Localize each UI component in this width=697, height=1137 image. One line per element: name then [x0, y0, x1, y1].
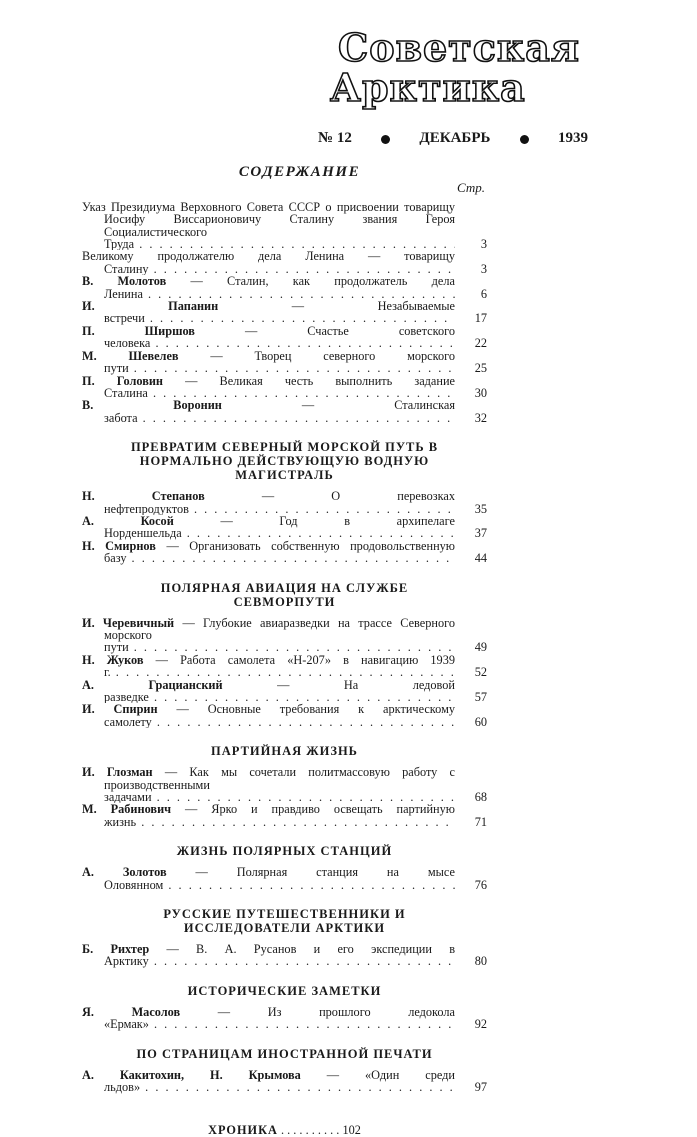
entry-author: Б. Рихтер	[82, 943, 150, 957]
toc-entry	[82, 766, 487, 803]
entry-text	[82, 399, 455, 424]
entry-title: — В. А. Русанов и его экспедиции в Арктику . . .	[104, 943, 455, 968]
entry-text	[82, 654, 455, 679]
entry-page: 57	[474, 690, 487, 704]
bullet-icon	[381, 135, 390, 144]
entry-text	[82, 1069, 455, 1094]
entry-author: А. Золотов	[82, 866, 167, 880]
issue-month: ДЕКАБРЬ	[419, 130, 491, 146]
entry-text	[82, 325, 455, 350]
entry-title: — Великая честь выполнить задание Сталина . . .	[104, 375, 455, 400]
issue-year: 1939	[557, 130, 588, 146]
entry-author: Н. Смирнов	[82, 539, 156, 553]
entry-author: В. Воронин	[82, 399, 222, 413]
entry-author: В. Молотов	[82, 275, 167, 289]
entry-text	[82, 375, 455, 400]
toc-entry	[82, 201, 487, 251]
toc-entry	[82, 1006, 487, 1031]
entry-page: 17	[474, 311, 487, 326]
toc-entry-chronicle	[82, 1124, 487, 1136]
page-column-label: Стр.	[457, 180, 485, 196]
entry-text	[82, 766, 455, 803]
toc-entry	[82, 515, 487, 540]
toc-entry	[82, 866, 487, 891]
toc-entry	[82, 325, 487, 350]
entry-text	[82, 250, 455, 275]
entry-title: — «Один среди льдов» . . .	[104, 1069, 455, 1094]
entry-title: Указ Президиума Верховного Совета СССР о присвоении товарищу Иосифу Виссарионовичу Сталину звания Героя Социалистического Труда . . .	[82, 201, 455, 251]
entry-page: 3	[480, 237, 487, 252]
toc-entry	[82, 943, 487, 968]
table-of-contents	[82, 166, 487, 1136]
masthead-line-2: Арктика	[330, 65, 526, 110]
section-heading: ИСТОРИЧЕСКИЕ ЗАМЕТКИ	[187, 983, 382, 998]
toc-entry	[82, 1069, 487, 1094]
entry-author: Н. Жуков	[82, 653, 144, 667]
entry-text	[82, 300, 455, 325]
entry-author: А. Косой	[82, 514, 174, 528]
entry-text	[82, 540, 455, 565]
entry-title: — Основные требования к арктическому самолету . . .	[104, 703, 455, 728]
entry-author: Н. Степанов	[82, 490, 205, 504]
toc-entry	[82, 399, 487, 424]
entry-text	[82, 617, 455, 654]
entry-page: 32	[474, 410, 487, 425]
entry-text	[82, 703, 455, 728]
chronicle-page: 102	[342, 1122, 361, 1137]
entry-title: Великому продолжателю дела Ленина — товарищу Сталину . . .	[82, 250, 455, 275]
masthead-line-1: Советская	[338, 25, 580, 70]
entry-title: — Как мы сочетали политмассовую работу с производственными задачами . . .	[104, 766, 455, 803]
entry-page: 6	[480, 286, 487, 301]
toc-entry	[82, 617, 487, 654]
toc-title: СОДЕРЖАНИЕ	[238, 164, 361, 180]
entry-text	[82, 679, 455, 704]
entry-page: 92	[474, 1017, 487, 1032]
entry-text	[82, 275, 455, 300]
entry-author: И. Черевичный	[82, 616, 175, 630]
entry-title: — О перевозках нефтепродуктов . . .	[104, 490, 455, 515]
entry-page: 22	[474, 336, 487, 351]
toc-entry	[82, 803, 487, 828]
entry-text	[82, 1006, 455, 1031]
issue-line	[318, 130, 588, 147]
entry-page: 52	[474, 665, 487, 680]
toc-entry	[82, 490, 487, 515]
leader-dots: . . . . . . . . . .	[280, 1122, 343, 1137]
toc-entry	[82, 350, 487, 375]
entry-page: 80	[474, 954, 487, 969]
entry-author: И. Папанин	[82, 300, 219, 314]
entry-author: Я. Масолов	[82, 1005, 181, 1019]
entry-author: М. Шевелев	[82, 349, 179, 363]
entry-page: 3	[480, 261, 487, 276]
entry-title: — Сталин, как продолжатель дела Ленина . . .	[104, 275, 455, 300]
entry-page: 44	[474, 551, 487, 566]
entry-page: 60	[474, 714, 487, 729]
entry-title: — Работа самолета «Н-207» в навигацию 1939 г. . . .	[104, 654, 455, 679]
entry-page: 49	[474, 640, 487, 655]
entry-text	[82, 943, 455, 968]
entry-title: — Полярная станция на мысе Оловянном . . .	[104, 866, 455, 891]
entry-page: 35	[474, 501, 487, 516]
toc-entry	[82, 540, 487, 565]
entry-text	[82, 350, 455, 375]
entry-author: А. Какитохин, Н. Крымова	[82, 1068, 301, 1082]
section-heading: ЖИЗНЬ ПОЛЯРНЫХ СТАНЦИЙ	[176, 844, 393, 859]
entry-text	[82, 866, 455, 891]
toc-entry	[82, 654, 487, 679]
section-heading: РУССКИЕ ПУТЕШЕСТВЕННИКИ И ИССЛЕДОВАТЕЛИ АРКТИКИ	[163, 907, 406, 936]
entry-title: — Сталинская забота . . .	[104, 399, 455, 424]
toc-entry	[82, 703, 487, 728]
entry-text	[82, 515, 455, 540]
entry-page: 37	[474, 526, 487, 541]
entry-author: А. Грацианский	[82, 678, 223, 692]
entry-title: — Год в архипелаге Норденшельда . . .	[104, 515, 455, 540]
entry-title: — Организовать собственную продовольственную базу . . .	[104, 540, 455, 565]
entry-page: 76	[474, 877, 487, 892]
entry-page: 30	[474, 385, 487, 400]
entry-page: 71	[474, 814, 487, 829]
entry-title: — Счастье советского человека . . .	[104, 325, 455, 350]
section-heading: ПРЕВРАТИМ СЕВЕРНЫЙ МОРСКОЙ ПУТЬ В НОРМАЛЬНО ДЕЙСТВУЮЩУЮ ВОДНУЮ МАГИСТРАЛЬ	[130, 440, 439, 483]
entry-text	[82, 201, 455, 251]
entry-page: 68	[474, 790, 487, 805]
chronicle-label: ХРОНИКА	[208, 1122, 278, 1137]
section-heading: ПАРТИЙНАЯ ЖИЗНЬ	[211, 744, 358, 759]
toc-entry	[82, 250, 487, 275]
toc-entry	[82, 275, 487, 300]
entry-title: — Творец северного морского пути . . .	[104, 350, 455, 375]
entry-text	[82, 803, 455, 828]
entry-title: — Глубокие авиаразведки на трассе Северного морского пути . . .	[104, 617, 455, 654]
issue-number: № 12	[318, 130, 352, 146]
entry-text	[82, 490, 455, 515]
entry-page: 25	[474, 361, 487, 376]
entry-author: П. Головин	[82, 374, 164, 388]
section-heading: ПОЛЯРНАЯ АВИАЦИЯ НА СЛУЖБЕ СЕВМОРПУТИ	[160, 580, 409, 609]
section-heading: ПО СТРАНИЦАМ ИНОСТРАННОЙ ПЕЧАТИ	[136, 1046, 433, 1061]
toc-entry	[82, 375, 487, 400]
entry-title: — Из прошлого ледокола «Ермак» . . .	[104, 1006, 455, 1031]
entry-title: — Незабываемые встречи . . .	[104, 300, 455, 325]
entry-author: И. Глозман	[82, 766, 153, 780]
entry-author: П. Ширшов	[82, 324, 195, 338]
magazine-masthead	[330, 25, 590, 110]
entry-author: И. Спирин	[82, 703, 158, 717]
entry-page: 97	[474, 1080, 487, 1095]
toc-entry	[82, 679, 487, 704]
toc-sections	[82, 201, 487, 1094]
toc-entry	[82, 300, 487, 325]
bullet-icon	[520, 135, 529, 144]
entry-title: — Ярко и правдиво освещать партийную жизнь . . .	[104, 803, 455, 828]
entry-author: М. Рабинович	[82, 803, 172, 817]
entry-title: — На ледовой разведке . . .	[104, 679, 455, 704]
